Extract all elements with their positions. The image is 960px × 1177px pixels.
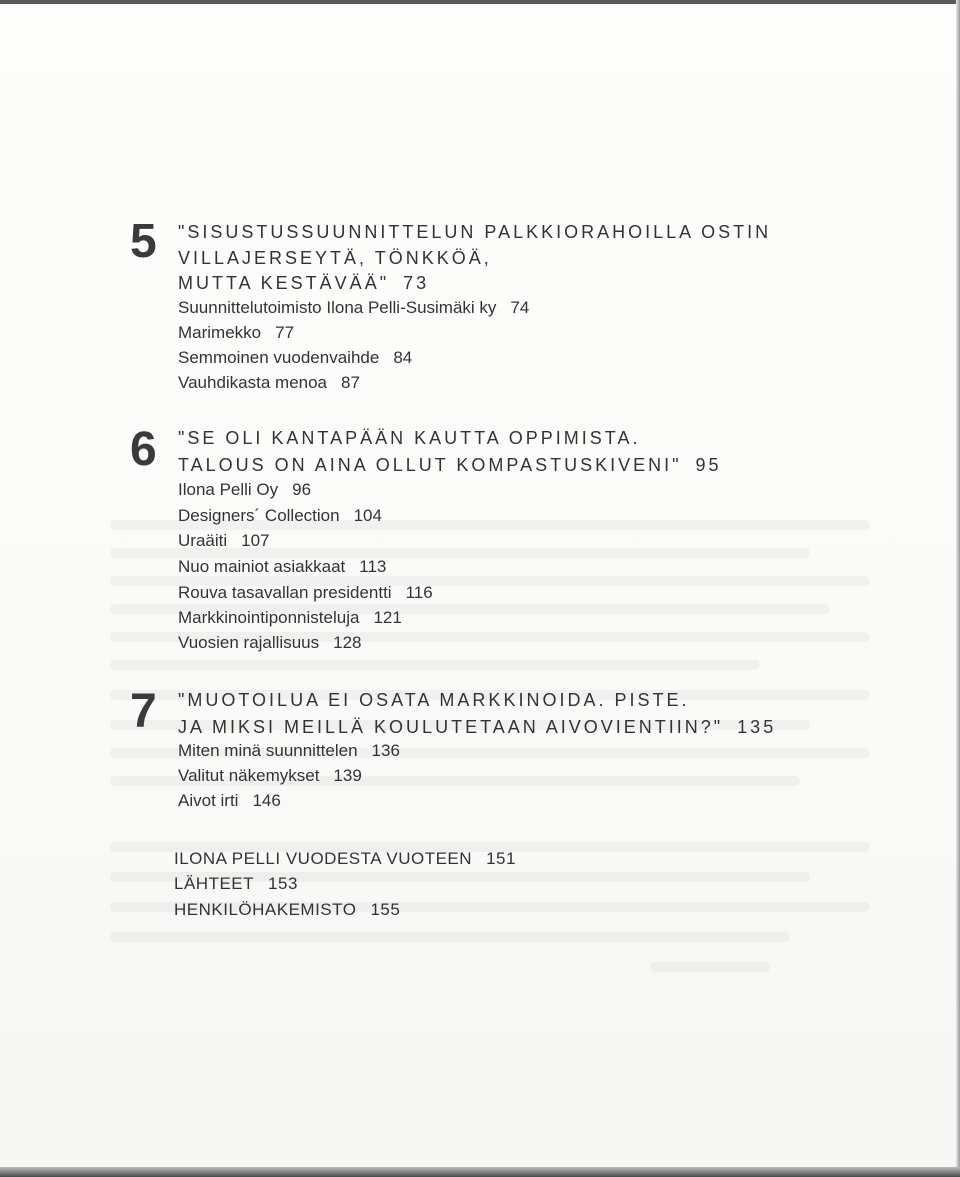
entry-title: Miten minä suunnittelen	[178, 741, 358, 760]
toc-entry[interactable]	[178, 373, 360, 393]
toc-entry[interactable]	[178, 633, 362, 653]
chapter-title-line: VILLAJERSEYTÄ, TÖNKKÖÄ,	[178, 248, 492, 268]
entry-title: Rouva tasavallan presidentti	[178, 583, 392, 602]
toc-entry[interactable]	[178, 298, 529, 318]
toc-entry[interactable]	[178, 480, 311, 500]
entry-title: Markkinointiponnisteluja	[178, 608, 360, 627]
chapter-number: 5	[130, 215, 157, 268]
page-top-edge	[0, 0, 960, 4]
entry-page: 139	[333, 766, 362, 785]
chapter-title-page: 135	[737, 717, 777, 737]
entry-title: Suunnittelutoimisto Ilona Pelli-Susimäki ky	[178, 298, 497, 317]
toc-entry[interactable]	[178, 583, 433, 603]
chapter-title-line: "SE OLI KANTAPÄÄN KAUTTA OPPIMISTA.	[178, 428, 641, 448]
entry-page: 84	[393, 348, 413, 367]
entry-title: Ilona Pelli Oy	[178, 480, 279, 499]
entry-page: 128	[333, 633, 362, 652]
entry-title: Nuo mainiot asiakkaat	[178, 557, 346, 576]
show-through-line	[110, 932, 790, 942]
entry-page: 87	[341, 373, 360, 392]
toc-entry[interactable]	[178, 557, 386, 577]
entry-page: 113	[359, 557, 387, 576]
chapter-number: 6	[130, 423, 157, 476]
entry-title: Vauhdikasta menoa	[178, 373, 328, 392]
entry-page: 151	[486, 849, 516, 868]
toc-entry[interactable]	[178, 741, 400, 761]
chapter-title-page: 73	[403, 273, 430, 293]
chapter-number: 7	[130, 685, 157, 738]
toc-entry[interactable]	[178, 531, 270, 551]
entry-page: 74	[510, 298, 530, 317]
chapter-title-text: JA MIKSI MEILLÄ KOULUTETAAN AIVOVIENTIIN?"	[178, 717, 724, 737]
entry-title: Vuosien rajallisuus	[178, 633, 320, 652]
toc-entry[interactable]	[178, 506, 382, 526]
entry-page: 153	[268, 874, 298, 893]
show-through-line	[110, 660, 760, 670]
chapter-title-line	[178, 455, 722, 476]
entry-title: Aivot irti	[178, 791, 239, 810]
entry-page: 77	[275, 323, 295, 342]
show-through-line	[650, 962, 770, 972]
page-right-edge	[956, 0, 960, 1177]
chapter-title-line: "SISUSTUSSUUNNITTELUN PALKKIORAHOILLA OSTIN	[178, 222, 772, 242]
back-matter-entry[interactable]	[174, 874, 298, 894]
entry-title: Marimekko	[178, 323, 262, 342]
entry-page: 116	[405, 583, 433, 602]
entry-title: HENKILÖHAKEMISTO	[174, 900, 357, 919]
entry-page: 96	[292, 480, 312, 499]
toc-entry[interactable]	[178, 608, 402, 628]
entry-page: 146	[252, 791, 281, 810]
toc-entry[interactable]	[178, 766, 362, 786]
entry-title: ILONA PELLI VUODESTA VUOTEEN	[174, 849, 473, 868]
toc-entry[interactable]	[178, 791, 281, 811]
chapter-title-text: TALOUS ON AINA OLLUT KOMPASTUSKIVENI"	[178, 455, 682, 475]
chapter-title-line: "MUOTOILUA EI OSATA MARKKINOIDA. PISTE.	[178, 690, 690, 710]
page-bottom-edge	[0, 1167, 960, 1177]
chapter-title-line	[178, 273, 429, 294]
chapter-title-page: 95	[695, 455, 722, 475]
entry-title: LÄHTEET	[174, 874, 255, 893]
entry-page: 121	[373, 608, 402, 627]
back-matter-entry[interactable]	[174, 900, 400, 920]
chapter-title-line	[178, 717, 776, 738]
entry-title: Uraäiti	[178, 531, 228, 550]
entry-title: Designers´ Collection	[178, 506, 340, 525]
back-matter-entry[interactable]	[174, 849, 516, 869]
entry-title: Valitut näkemykset	[178, 766, 320, 785]
entry-page: 155	[370, 900, 401, 919]
entry-page: 104	[353, 506, 382, 525]
toc-entry[interactable]	[178, 323, 294, 343]
toc-entry[interactable]	[178, 348, 412, 368]
entry-page: 136	[371, 741, 400, 760]
entry-title: Semmoinen vuodenvaihde	[178, 348, 380, 367]
entry-page: 107	[241, 531, 270, 550]
chapter-title-text: MUTTA KESTÄVÄÄ"	[178, 273, 390, 293]
